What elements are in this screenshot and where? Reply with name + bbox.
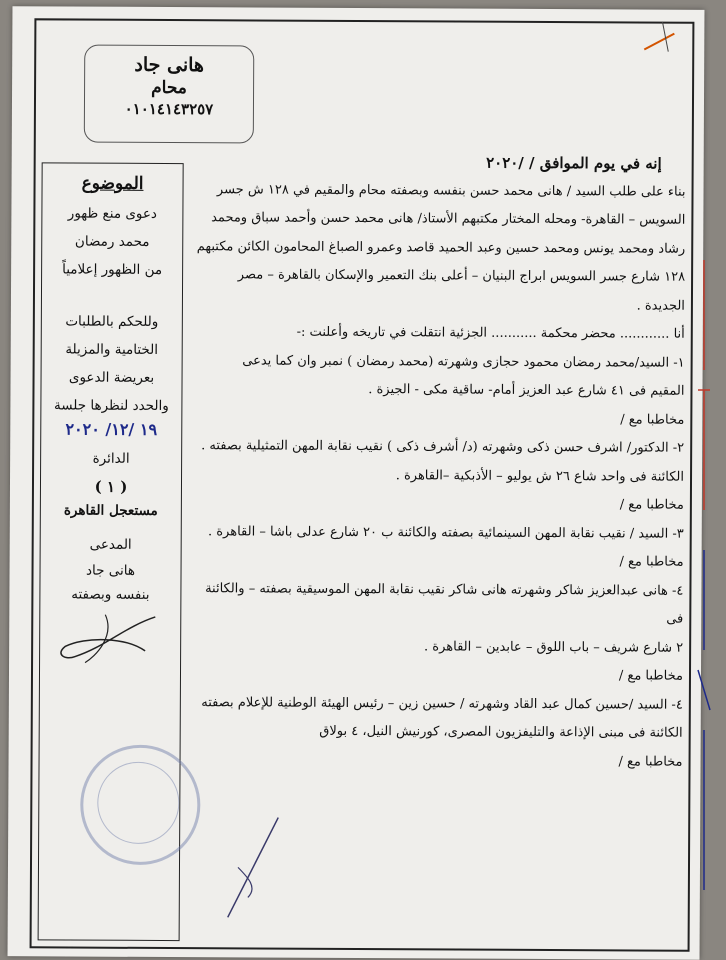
- body-line: مخاطبا مع /: [618, 753, 683, 770]
- sidebar-line: والحدد لنظرها جلسة: [53, 397, 169, 415]
- body-line: ٤- هانى عبدالعزيز شاكر وشهرته هانى شاكر نقيب نقابة المهن الموسيقية بصفته – والكائنة: [205, 580, 684, 599]
- plaintiff-label: المدعى: [89, 536, 132, 553]
- body-line: ٤- السيد /حسين كمال عبد القاد وشهرته / حسين زين – رئيس الهيئة الوطنية للإعلام بصفته: [201, 694, 683, 713]
- body-line: ٣- السيد / نقيب نقابة المهن السينمائية بصفته والكائنة ب ٢٠ شارع عدلى باشا – القاهرة .: [207, 523, 684, 542]
- body-line: ٢- الدكتور/ اشرف حسن ذكى وشهرته (د/ أشرف ذكى ) نقيب نقابة المهن التمثيلية بصفته .: [201, 438, 685, 456]
- sidebar-line: من الظهور إعلامياً: [62, 261, 163, 278]
- body-line: المقيم فى ٤١ شارع عبد العزيز أمام- ساقية مكى - الجيزة .: [368, 382, 685, 399]
- signature-icon: [45, 606, 175, 667]
- subject-heading: الموضوع: [81, 173, 144, 194]
- lawyer-phone: ٠١٠١٤١٤٣٢٥٧: [124, 99, 214, 119]
- handwritten-margin-icon: [684, 250, 722, 950]
- body-line: ١٢٨ شارع جسر السويس ابراج البنيان – أعلى بنك التعمير والإسكان بالقاهرة – مصر: [237, 267, 686, 285]
- document-body: [192, 147, 685, 777]
- body-line: بناء على طلب السيد / هانى محمد حسن بنفسه وبصفته محام والمقيم في ١٢٨ ش جسر: [216, 181, 686, 200]
- circuit-label: الدائرة: [92, 450, 130, 467]
- body-line: أنا ............ محضر محكمة ........... الجزئية انتقلت في تاريخه وأعلنت :-: [296, 324, 685, 342]
- sidebar-line: محمد رمضان: [74, 233, 150, 250]
- pen-mark-icon: [640, 15, 680, 55]
- sidebar-line: دعوى منع ظهور: [67, 205, 158, 222]
- lawyer-header-box: [84, 45, 255, 144]
- body-line: رشاد ومحمد يونس ومحمد حسين وعبد الحميد قاصد وعمرو الصباغ المحامون الكائن مكتبهم: [196, 238, 686, 257]
- body-line: مخاطبا مع /: [619, 497, 684, 513]
- body-line: مخاطبا مع /: [619, 554, 684, 570]
- sidebar-line: [42, 279, 182, 304]
- sidebar-line: وللحكم بالطلبات: [65, 313, 159, 330]
- body-line: فى: [666, 611, 684, 627]
- plaintiff-name: هانى جاد: [85, 562, 136, 579]
- body-line: مخاطبا مع /: [620, 411, 685, 428]
- document-page: [8, 6, 705, 960]
- lawyer-title: محام: [151, 77, 188, 99]
- plaintiff-capacity: بنفسه وبصفته: [71, 586, 150, 603]
- handwritten-mark-icon: [208, 807, 289, 927]
- margin-handwriting: [684, 250, 722, 950]
- body-line: ١- السيد/محمد رمضان محمود حجازى وشهرته (محمد رمضان ) نمبر وان كما يدعى: [242, 352, 685, 371]
- body-line: الجديدة .: [636, 297, 685, 314]
- court-name: مستعجل القاهرة: [63, 502, 158, 519]
- official-seal-icon: [80, 745, 201, 866]
- circuit-number: ( ١ ): [94, 477, 128, 496]
- body-line: السويس – القاهرة- ومحله المختار مكتبهم الأستاذ/ هانى محمد حسن وأحمد سباق ومحمد: [211, 210, 686, 228]
- sidebar-line: بعريضة الدعوى: [68, 369, 155, 386]
- session-date: ١٩ /١٢/ ٢٠٢٠: [65, 419, 158, 439]
- lawyer-name: هانى جاد: [134, 53, 205, 77]
- body-line: ٢ شارع شريف – باب اللوق – عابدين – القاهرة .: [424, 638, 684, 656]
- document-header: إنه في يوم الموافق / /٢٠٢٠: [486, 153, 662, 173]
- body-line: الكائنة فى واحد شاع ٢٦ ش يوليو – الأذبكية –القاهرة .: [395, 467, 685, 485]
- body-line: الكائنة فى مبنى الإذاعة والتليفزيون المصرى، كورنيش النيل، ٤ بولاق: [319, 723, 683, 741]
- sidebar-line: الختامية والمزيلة: [65, 341, 159, 358]
- body-line: مخاطبا مع /: [618, 668, 684, 684]
